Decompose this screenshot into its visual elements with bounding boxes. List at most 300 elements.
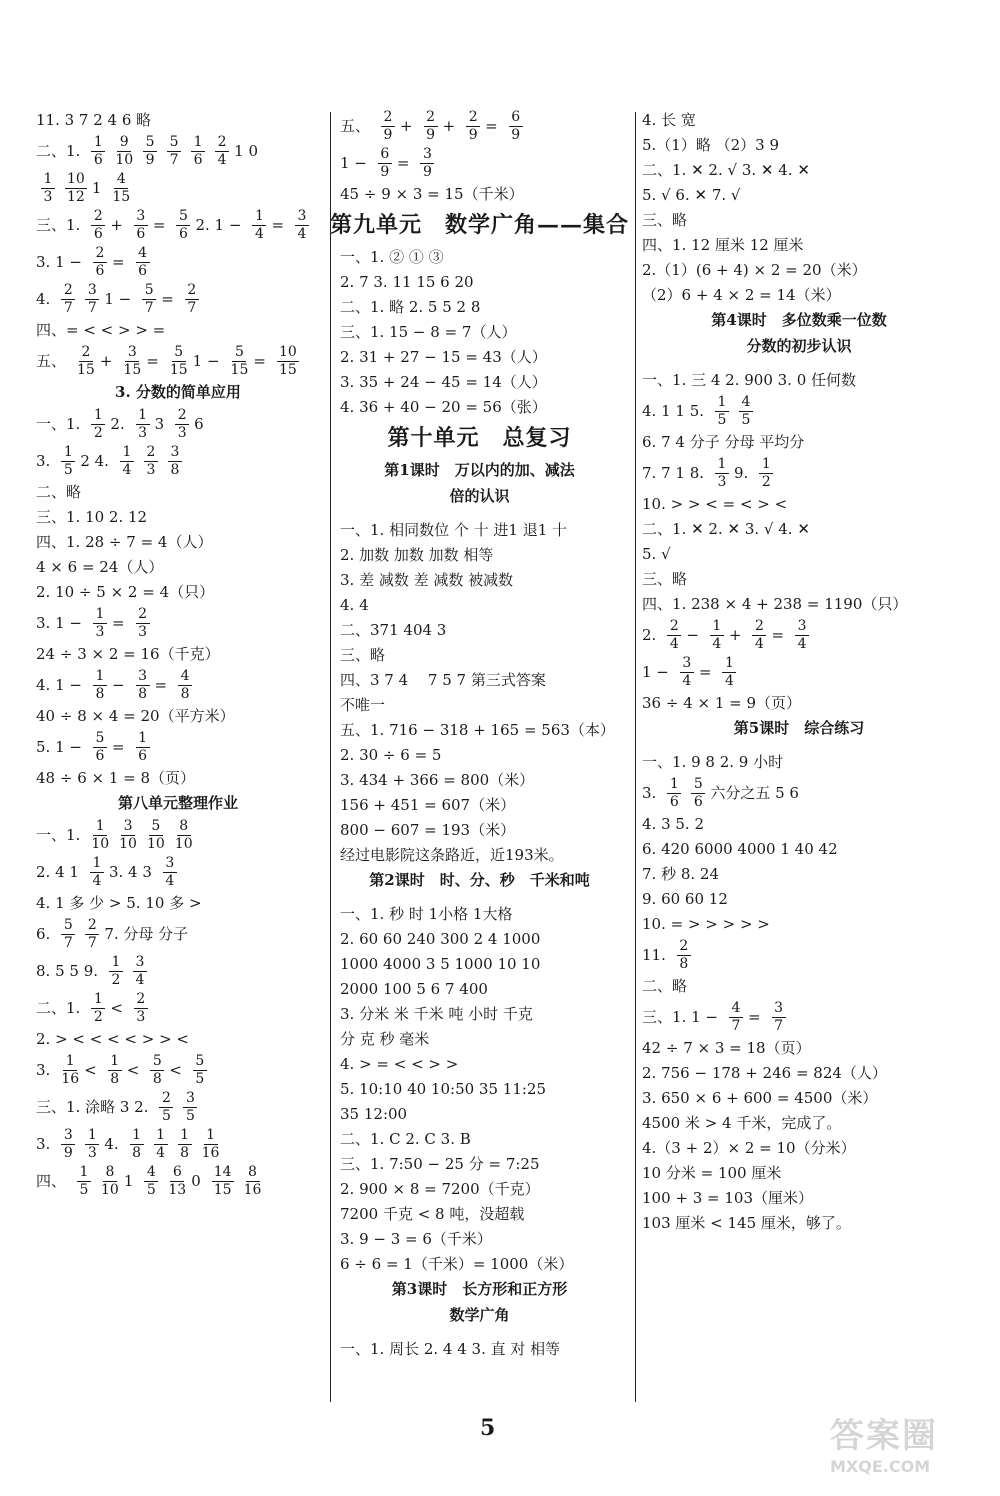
spacer	[340, 1329, 625, 1337]
answer-text: 一、1. ② ① ③	[340, 247, 444, 266]
answer-text: 4. 36 + 40 − 20 = 56（张）	[340, 397, 547, 416]
answer-line	[36, 1027, 326, 1052]
fraction-numerator: 2	[677, 939, 691, 956]
fraction-denominator: 4	[217, 152, 227, 168]
answer-line	[36, 530, 326, 555]
fraction-numerator: 4	[114, 172, 128, 189]
fraction	[136, 607, 150, 639]
fraction-numerator: 1	[93, 819, 107, 836]
answer-line	[36, 108, 326, 133]
answer-line	[340, 693, 625, 718]
answer-line	[340, 1337, 625, 1362]
fraction-denominator: 4	[254, 226, 264, 242]
answer-line	[36, 1052, 326, 1089]
fraction-denominator: 8	[180, 686, 190, 702]
fraction	[759, 457, 773, 489]
fraction-denominator: 3	[177, 425, 187, 441]
answer-text: 4.	[104, 1134, 119, 1153]
fraction-numerator: 1	[63, 1054, 77, 1071]
fraction-denominator: 10	[101, 1182, 119, 1198]
answer-line	[642, 233, 962, 258]
answer-text: 5. 10:10 40 10:50 35 11:25	[340, 1079, 547, 1098]
fraction-numerator: 5	[193, 1054, 207, 1071]
answer-text: 第九单元 数学广角——集合	[330, 212, 630, 239]
answer-text: =	[152, 215, 166, 234]
answer-text: 1 0	[234, 141, 258, 160]
fraction-numerator: 5	[150, 1054, 164, 1071]
fraction-denominator: 8	[110, 1071, 120, 1087]
answer-text: 第八单元整理作业	[117, 794, 238, 813]
fraction-denominator: 4	[725, 673, 734, 689]
spacer	[340, 510, 625, 518]
fraction-numerator: 3	[61, 1128, 75, 1145]
answer-text: 10. > > < = < > <	[642, 494, 788, 513]
fraction-denominator: 4	[755, 636, 764, 652]
answer-line	[340, 568, 625, 593]
fraction	[136, 731, 150, 763]
fraction-denominator: 6	[93, 152, 103, 168]
answer-text: 1 −	[340, 153, 367, 172]
fraction-numerator: 1	[191, 135, 205, 152]
answer-line	[340, 1202, 625, 1227]
fraction-numerator: 2	[91, 209, 105, 226]
answer-line	[36, 207, 326, 244]
fraction	[123, 345, 141, 377]
section-heading	[36, 791, 326, 817]
answer-text: 2. 1 −	[195, 215, 242, 234]
answer-text: =	[747, 1007, 761, 1026]
fraction	[185, 283, 199, 315]
fraction	[178, 669, 192, 701]
fraction-denominator: 3	[43, 189, 53, 205]
fraction	[77, 1165, 91, 1197]
answer-text: 4. 长 宽	[642, 110, 696, 129]
answer-text: 4500 米 > 4 千米，完成了。	[642, 1113, 842, 1132]
fraction	[93, 669, 107, 701]
fraction	[752, 619, 766, 651]
fraction-numerator: 2	[159, 1091, 173, 1108]
fraction-denominator: 4	[122, 462, 132, 478]
fraction	[680, 656, 694, 688]
answer-line	[340, 902, 625, 927]
fraction-numerator: 1	[91, 135, 105, 152]
answer-line	[36, 667, 326, 704]
answer-line	[36, 244, 326, 281]
answer-text: 6. 7 4 分子 分母 平均分	[642, 432, 805, 451]
section-heading	[340, 484, 625, 510]
answer-text: 三、略	[340, 645, 386, 664]
fraction	[136, 669, 150, 701]
answer-text: +	[400, 116, 413, 135]
fraction-numerator: 1	[93, 607, 107, 624]
answer-line	[340, 345, 625, 370]
fraction	[90, 856, 104, 888]
answer-line	[340, 295, 625, 320]
answer-line	[642, 455, 962, 492]
answer-line	[36, 916, 326, 953]
answer-line	[642, 974, 962, 999]
fraction	[91, 135, 105, 167]
answer-text: 3. 650 × 6 + 600 = 4500（米）	[642, 1088, 878, 1107]
answer-text: 2. 加数 加数 加数 相等	[340, 545, 494, 564]
fraction-numerator: 2	[144, 445, 158, 462]
fraction-numerator: 2	[93, 246, 107, 263]
fraction	[134, 992, 148, 1024]
fraction-numerator: 1	[91, 408, 105, 425]
spacer	[340, 894, 625, 902]
fraction	[710, 619, 724, 651]
answer-text: 3. 4 3	[108, 862, 152, 881]
answer-line	[340, 182, 625, 207]
fraction	[154, 1128, 168, 1160]
fraction-numerator: 3	[133, 955, 147, 972]
answer-text: 3. 9 − 3 = 6（千米）	[340, 1229, 492, 1248]
section-heading	[642, 716, 962, 742]
answer-text: 11.	[642, 945, 666, 964]
answer-line	[642, 258, 962, 283]
answer-text: 10 分米 = 100 厘米	[642, 1163, 782, 1182]
answer-text: 4.（3 + 2）× 2 = 10（分米）	[642, 1138, 856, 1157]
answer-text: 3. 434 + 366 = 800（米）	[340, 770, 535, 789]
answer-text: 二、1. C 2. C 3. B	[340, 1129, 471, 1148]
fraction-numerator: 1	[136, 731, 150, 748]
answer-line	[642, 1186, 962, 1211]
answer-text: 二、略	[642, 976, 688, 995]
answer-text: 2. 10 ÷ 5 × 2 = 4（只）	[36, 582, 215, 601]
section-heading	[340, 1303, 625, 1329]
answer-text: 一、1. 三 4 2. 900 3. 0 任何数	[642, 370, 857, 389]
fraction	[715, 395, 729, 427]
answer-line	[340, 1027, 625, 1052]
answer-text: 4 × 6 = 24（人）	[36, 557, 164, 576]
answer-text: 7. 秒 8. 24	[642, 864, 720, 883]
fraction	[167, 135, 181, 167]
fraction-numerator: 1	[722, 656, 736, 673]
fraction-denominator: 8	[95, 686, 105, 702]
fraction-denominator: 16	[201, 1145, 220, 1161]
answer-text: 二、1. ✕ 2. √ 3. ✕ 4. ✕	[642, 160, 810, 179]
fraction-denominator: 6	[179, 226, 188, 242]
fraction-denominator: 10	[119, 836, 137, 852]
answer-text: 4. 1 多 少 > 5. 10 多 >	[36, 893, 202, 912]
answer-text: 二、1. ✕ 2. ✕ 3. √ 4. ✕	[642, 519, 810, 538]
answer-text: 2000 100 5 6 7 400	[340, 979, 488, 998]
fraction-numerator: 1	[120, 445, 134, 462]
fraction	[677, 939, 691, 971]
fraction	[115, 135, 133, 167]
answer-line	[642, 912, 962, 937]
fraction-numerator: 6	[509, 110, 523, 127]
answer-text: 3.	[36, 451, 51, 470]
answer-line	[340, 843, 625, 868]
fraction	[466, 110, 480, 142]
answer-text: 第1课时 万以内的加、减法	[384, 461, 575, 480]
answer-line	[340, 518, 625, 543]
fraction	[61, 1128, 75, 1160]
answer-text: 800 − 607 = 193（米）	[340, 820, 516, 839]
fraction-numerator: 2	[667, 619, 681, 636]
answer-text: 六分之五 5 6	[710, 783, 799, 802]
fraction-denominator: 16	[61, 1071, 80, 1087]
fraction-denominator: 6	[95, 263, 105, 279]
fraction-numerator: 1	[252, 209, 266, 226]
answer-line	[642, 492, 962, 517]
fraction	[85, 918, 99, 950]
answer-line	[340, 743, 625, 768]
answer-line	[340, 718, 625, 743]
fraction-numerator: 6	[378, 147, 392, 164]
answer-line	[642, 1161, 962, 1186]
answer-line	[340, 618, 625, 643]
fraction-denominator: 7	[144, 300, 154, 316]
fraction-numerator: 4	[178, 669, 192, 686]
fraction-denominator: 7	[87, 300, 97, 316]
answer-text: 6 ÷ 6 = 1（千米）= 1000（米）	[340, 1254, 574, 1273]
fraction-denominator: 6	[693, 794, 703, 810]
fraction-denominator: 2	[93, 425, 103, 441]
answer-line	[340, 793, 625, 818]
fraction-denominator: 16	[243, 1182, 262, 1198]
fraction-denominator: 4	[135, 972, 145, 988]
fraction-numerator: 1	[178, 1128, 192, 1145]
answer-line	[36, 1163, 326, 1200]
answer-text: =	[485, 116, 498, 135]
fraction-numerator: 14	[213, 1164, 232, 1181]
fraction-numerator: 6	[170, 1165, 184, 1182]
fraction-denominator: 2	[761, 474, 771, 490]
fraction-numerator: 10	[278, 344, 297, 361]
answer-text: 7200 千克 < 8 吨，没超载	[340, 1204, 525, 1223]
answer-text: 48 ÷ 6 × 1 = 8（页）	[36, 768, 196, 787]
section-heading	[330, 207, 630, 245]
answer-text: 2. 756 − 178 + 246 = 824（人）	[642, 1063, 887, 1082]
answer-text: 2. 60 60 240 300 2 4 1000	[340, 929, 541, 948]
answer-line	[340, 668, 625, 693]
answer-text: 五、	[340, 116, 371, 135]
fraction	[93, 607, 107, 639]
answer-line	[36, 729, 326, 766]
answer-text: 二、1.	[36, 998, 81, 1017]
answer-text: 第十单元 总复习	[387, 425, 572, 452]
answer-line	[340, 320, 625, 345]
fraction	[85, 1128, 99, 1160]
fraction-numerator: 2	[185, 283, 199, 300]
fraction-numerator: 5	[176, 209, 190, 226]
answer-text: =	[396, 153, 410, 172]
fraction-numerator: 4	[136, 246, 150, 263]
answer-text: =	[111, 252, 125, 271]
fraction	[212, 1165, 234, 1197]
fraction	[509, 110, 523, 142]
fraction-denominator: 7	[187, 300, 197, 316]
fraction	[722, 656, 736, 688]
answer-line	[340, 1077, 625, 1102]
fraction	[147, 819, 165, 851]
fraction	[142, 283, 156, 315]
answer-text: +	[99, 351, 113, 370]
answer-line	[340, 952, 625, 977]
answer-line	[36, 505, 326, 530]
answer-text: 5.（1）略 （2）3 9	[642, 135, 780, 154]
answer-line	[36, 642, 326, 667]
fraction	[178, 1128, 192, 1160]
answer-text: 1	[123, 1171, 134, 1190]
fraction-numerator: 2	[175, 408, 189, 425]
answer-text: 2. 30 ÷ 6 = 5	[340, 745, 442, 764]
section-heading	[36, 380, 326, 406]
answer-text: 二、371 404 3	[340, 620, 447, 639]
answer-line	[36, 343, 326, 380]
answer-line	[642, 1061, 962, 1086]
fraction-denominator: 10	[115, 152, 134, 168]
answer-column-right	[642, 108, 962, 1236]
answer-line	[642, 1086, 962, 1111]
fraction-denominator: 15	[123, 362, 142, 378]
answer-text: 10. = > > > > >	[642, 914, 770, 933]
answer-text: 2. 7 3. 11 15 6 20	[340, 272, 474, 291]
fraction-numerator: 8	[177, 819, 191, 836]
fraction-denominator: 9	[383, 127, 393, 143]
answer-line	[36, 580, 326, 605]
fraction-denominator: 3	[87, 1145, 97, 1161]
fraction	[61, 283, 75, 315]
fraction-numerator: 1	[109, 955, 123, 972]
fraction	[170, 345, 188, 377]
fraction-numerator: 1	[204, 1128, 218, 1145]
fraction-numerator: 3	[183, 1091, 197, 1108]
answer-text: 不唯一	[340, 695, 386, 714]
answer-line	[340, 643, 625, 668]
fraction	[91, 819, 109, 851]
fraction-numerator: 2	[85, 918, 99, 935]
answer-line	[340, 1002, 625, 1027]
answer-text: 3.	[36, 1134, 51, 1153]
fraction	[41, 172, 55, 204]
fraction-numerator: 1	[667, 777, 681, 794]
answer-line	[36, 555, 326, 580]
answer-text: −	[686, 625, 699, 644]
fraction-numerator: 1	[715, 457, 729, 474]
fraction-denominator: 3	[146, 462, 156, 478]
fraction-numerator: 1	[759, 457, 773, 474]
answer-text: =	[698, 662, 712, 681]
answer-line	[36, 406, 326, 443]
answer-line	[36, 854, 326, 891]
answer-text: 36 ÷ 4 × 1 = 9（页）	[642, 693, 802, 712]
answer-text: 三、1. 1 −	[642, 1007, 718, 1026]
fraction-numerator: 2	[752, 619, 766, 636]
answer-line	[36, 133, 326, 170]
answer-line	[340, 977, 625, 1002]
answer-line	[642, 283, 962, 308]
answer-line	[36, 281, 326, 318]
fraction-denominator: 7	[63, 300, 73, 316]
fraction	[136, 246, 150, 278]
fraction	[202, 1128, 220, 1160]
column-divider	[635, 112, 636, 1402]
answer-text: 7. 7 1 8.	[642, 463, 705, 482]
fraction-numerator: 1	[41, 172, 55, 189]
fraction-denominator: 15	[169, 362, 188, 378]
fraction-denominator: 9	[468, 127, 478, 143]
fraction-denominator: 6	[95, 748, 105, 764]
fraction-denominator: 7	[169, 152, 179, 168]
fraction	[378, 147, 392, 179]
fraction-denominator: 7	[63, 935, 73, 951]
fraction-denominator: 8	[138, 686, 147, 702]
answer-text: <	[84, 1060, 97, 1079]
answer-text: =	[146, 351, 159, 370]
fraction-numerator: 8	[103, 1165, 117, 1182]
answer-text: 2.	[110, 414, 125, 433]
fraction-numerator: 1	[108, 1054, 122, 1071]
answer-line	[340, 1102, 625, 1127]
fraction	[168, 445, 182, 477]
fraction-numerator: 3	[125, 345, 139, 362]
fraction	[91, 209, 105, 241]
answer-text: 4.	[36, 289, 51, 308]
answer-text: 4. 1 1 5.	[642, 401, 705, 420]
fraction	[215, 135, 229, 167]
fraction-denominator: 10	[91, 836, 110, 852]
fraction-numerator: 3	[420, 147, 434, 164]
answer-line	[642, 862, 962, 887]
answer-line	[642, 1036, 962, 1061]
fraction	[144, 1165, 158, 1197]
fraction-denominator: 9	[423, 164, 432, 180]
fraction-numerator: 5	[232, 345, 246, 362]
fraction	[93, 731, 107, 763]
answer-text: 三、1.	[36, 215, 81, 234]
answer-line	[642, 542, 962, 567]
answer-column-middle	[330, 108, 630, 1362]
fraction-denominator: 9	[511, 127, 521, 143]
answer-text: =	[111, 613, 125, 632]
fraction-denominator: 6	[193, 152, 203, 168]
fraction-denominator: 5	[195, 1071, 205, 1087]
answer-text: 2. > < < < < > > <	[36, 1029, 190, 1048]
answer-line	[36, 170, 326, 207]
watermark-url: MXQE.COM	[830, 1457, 931, 1476]
answer-line	[642, 158, 962, 183]
fraction-numerator: 3	[295, 209, 309, 226]
fraction-numerator: 9	[117, 135, 131, 152]
fraction	[176, 209, 190, 241]
fraction-denominator: 5	[162, 1108, 171, 1124]
fraction	[183, 1091, 197, 1123]
answer-text: 9. 60 60 12	[642, 889, 728, 908]
fraction	[381, 110, 395, 142]
answer-text: +	[728, 625, 742, 644]
fraction	[175, 408, 189, 440]
answer-line	[340, 1052, 625, 1077]
answer-text: （2）6 + 4 × 2 = 14（米）	[642, 285, 841, 304]
spacer	[642, 742, 962, 750]
answer-text: 4. 1 −	[36, 675, 82, 694]
answer-line	[642, 567, 962, 592]
fraction	[424, 110, 438, 142]
answer-text: 5. √	[642, 544, 671, 563]
answer-text: 一、1. 周长 2. 4 4 3. 直 对 相等	[340, 1339, 561, 1358]
answer-text: <	[169, 1060, 182, 1079]
fraction	[93, 246, 107, 278]
fraction-denominator: 4	[92, 873, 102, 889]
fraction-numerator: 8	[246, 1165, 260, 1182]
fraction-numerator: 5	[167, 135, 181, 152]
fraction	[168, 1165, 186, 1197]
fraction-denominator: 15	[213, 1182, 232, 1198]
fraction-numerator: 2	[466, 110, 480, 127]
